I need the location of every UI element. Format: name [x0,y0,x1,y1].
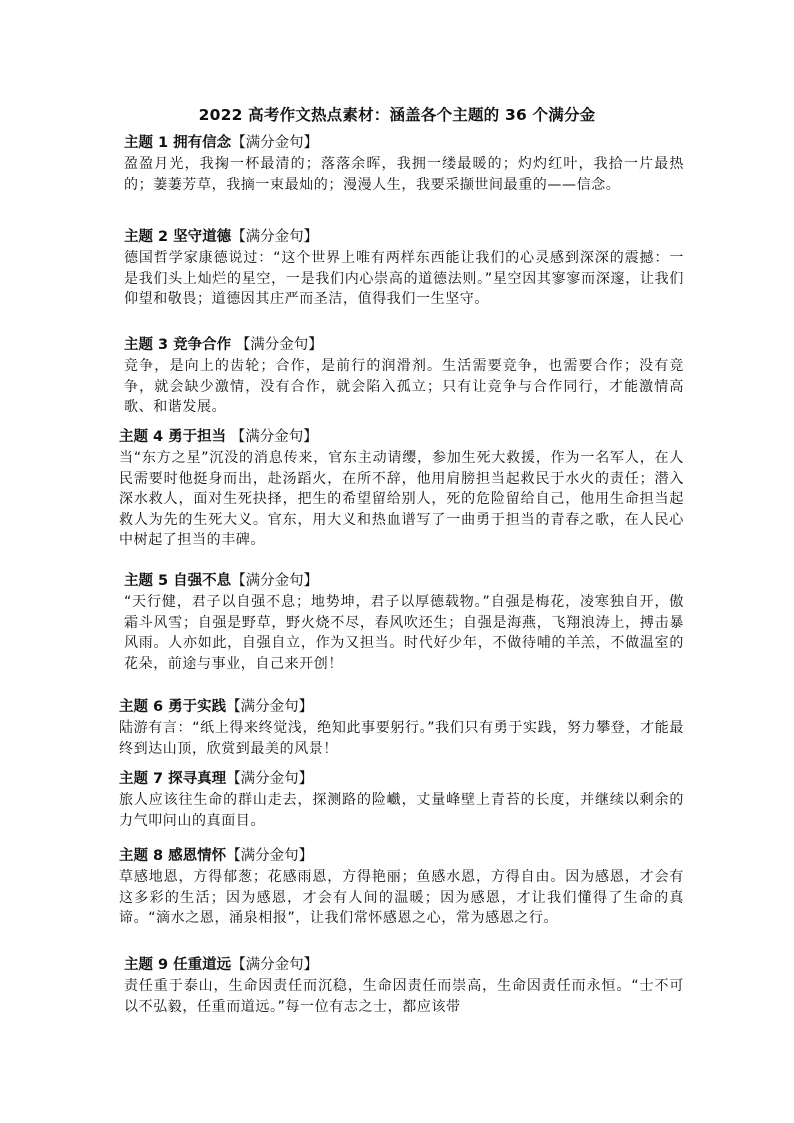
section-heading-label: 主题 9 任重道远 [124,957,232,973]
section-heading-label: 主题 6 勇于实践 [119,699,227,715]
section-heading [119,697,684,718]
section-heading [124,335,684,356]
section-paragraph: 当“东方之星”沉没的消息传来，官东主动请缨，参加生死大救援，作为一名军人，在人民需要时他挺身而出，赴汤蹈火，在所不辞，他用肩膀担当起救民于水火的责任；潜入深水救人，面对生死抉择，把生的希望留给别人，死的危险留给自己，他用生命担当起救人为先的生死大义。官东，用大义和热血谱写了一曲勇于担当的青春之歌，在人民心中树起了担当的丰碑。 [119,450,684,548]
section-heading-label: 主题 5 自强不息 [124,573,232,589]
section-heading [119,427,684,448]
section-heading [119,769,684,790]
section-tag: 【满分金句】 [226,699,314,715]
section-heading [124,571,684,592]
section-heading-label: 主题 2 坚守道德 [124,229,232,245]
section-paragraph: 竞争，是向上的齿轮；合作，是前行的润滑剂。生活需要竞争，也需要合作；没有竞争，就会缺少激情，没有合作，就会陷入孤立；只有让竞争与合作同行，才能激情高歌、和谐发展。 [124,358,684,415]
section-tag: 【满分金句】 [231,135,319,151]
section-1 [124,133,684,195]
section-paragraph: 盈盈月光，我掬一杯最清的；落落余晖，我拥一缕最暖的；灼灼红叶，我拾一片最热的；萋萋芳草，我摘一束最灿的；漫漫人生，我要采撷世间最重的——信念。 [124,156,684,193]
section-paragraph: 旅人应该往生命的群山走去，探测路的险巇，丈量峰壁上青苔的长度，并继续以剩余的力气叩问山的真面目。 [119,792,684,829]
section-heading-label: 主题 4 勇于担当 [119,429,227,445]
section-6 [119,697,684,759]
section-heading-label: 主题 8 感恩情怀 [119,848,227,864]
section-3 [124,335,684,418]
section-8 [119,846,684,929]
section-heading [124,955,684,976]
section-paragraph: 草感地恩，方得郁葱；花感雨恩，方得艳丽；鱼感水恩，方得自由。因为感恩，才会有这多彩的生活；因为感恩，才会有人间的温暖；因为感恩，才让我们懂得了生命的真谛。“滴水之恩，涌泉相报”，让我们常怀感恩之心，常为感恩之行。 [119,869,684,926]
section-heading-label: 主题 7 探寻真理 [119,771,227,787]
section-tag: 【满分金句】 [226,429,318,445]
section-9 [124,955,684,1017]
section-paragraph: 责任重于泰山，生命因责任而沉稳，生命因责任而崇高，生命因责任而永恒。“士不可以不弘毅，任重而道远。”每一位有志之士，都应该带 [124,978,684,1015]
section-tag: 【满分金句】 [231,957,319,973]
section-paragraph: 德国哲学家康德说过：“这个世界上唯有两样东西能让我们的心灵感到深深的震撼：一是我们头上灿烂的星空，一是我们内心崇高的道德法则。”星空因其寥寥而深邃，让我们仰望和敬畏；道德因其庄严而圣洁，值得我们一生坚守。 [124,250,684,307]
section-heading [124,227,684,248]
section-4 [119,427,684,551]
document-title: 2022 高考作文热点素材：涵盖各个主题的 36 个满分金 [198,106,596,124]
section-tag: 【满分金句】 [231,573,319,589]
section-tag: 【满分金句】 [226,771,314,787]
section-heading-label: 主题 1 拥有信念 [124,135,232,151]
section-paragraph: “天行健，君子以自强不息；地势坤，君子以厚德载物。”自强是梅花，凌寒独自开，傲霜斗风雪；自强是野草，野火烧不尽，春风吹还生；自强是海燕，飞翔浪涛上，搏击暴风雨。人亦如此，自强自立，作为又担当。时代好少年，不做待哺的羊羔，不做温室的花朵，前途与事业，自己来开创！ [124,594,684,672]
section-tag: 【满分金句】 [231,337,323,353]
section-heading [119,846,684,867]
section-tag: 【满分金句】 [226,848,314,864]
section-paragraph: 陆游有言：“纸上得来终觉浅，绝知此事要躬行。”我们只有勇于实践，努力攀登，才能最终到达山顶，欣赏到最美的风景！ [119,720,684,757]
section-heading-label: 主题 3 竞争合作 [124,337,232,353]
section-heading [124,133,684,154]
section-5 [124,571,684,674]
section-2 [124,227,684,310]
section-7 [119,769,684,831]
section-tag: 【满分金句】 [231,229,319,245]
